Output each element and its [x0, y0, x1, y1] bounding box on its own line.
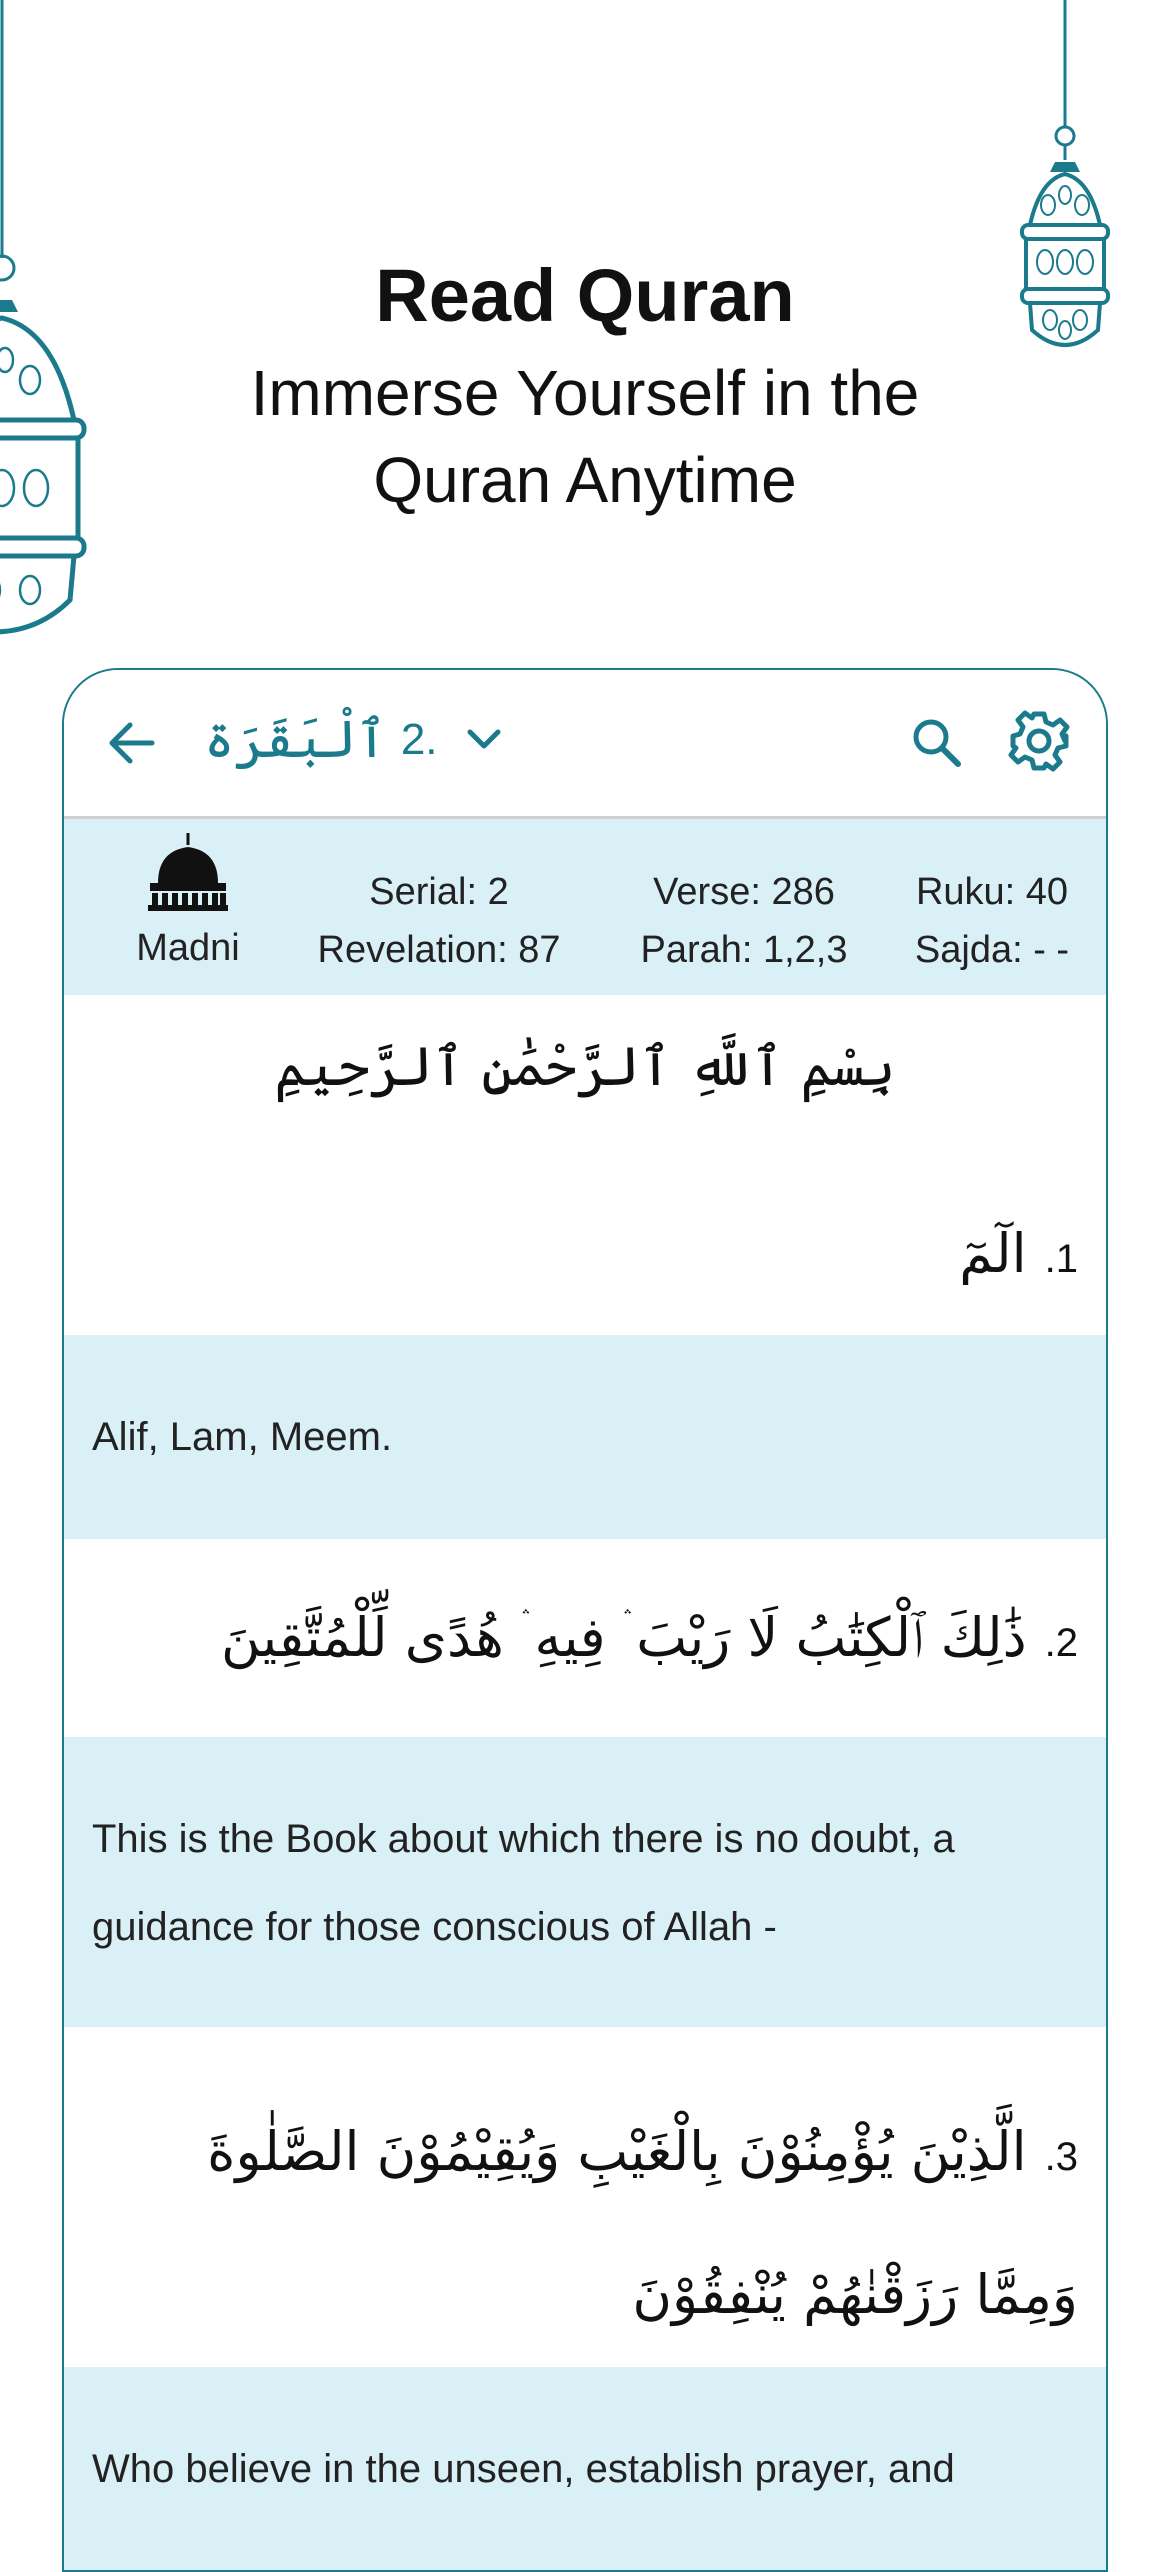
hero-subtitle: Immerse Yourself in the Quran Anytime [250, 357, 920, 516]
serial-revelation [314, 863, 564, 979]
surah-info-bar [64, 819, 1106, 995]
translation-text: Alif, Lam, Meem. [92, 1415, 393, 1459]
surah-name-arabic: ٱلْبَقَرَة [204, 710, 387, 770]
bismillah: بِسْمِ ٱللَّهِ ٱلرَّحْمَٰنِ ٱلرَّحِيمِ [274, 1035, 896, 1098]
app-screen [62, 668, 1108, 2572]
surah-number: 2. [400, 715, 438, 764]
ayah-number: 3. [1044, 2135, 1078, 2179]
ayah-translation[interactable] [64, 1335, 1106, 1539]
hero-title: Read Quran [375, 254, 795, 337]
ayah-arabic[interactable] [64, 1539, 1106, 1737]
ruku-sajda [902, 863, 1082, 979]
ayah-arabic[interactable] [64, 2027, 1106, 2367]
ayah-number: 1. [1044, 1237, 1078, 1281]
serial-value: Serial: 2 [369, 871, 509, 913]
ayah-arabic[interactable] [64, 1173, 1106, 1335]
revelation-type-label: Madni [136, 927, 240, 969]
revelation-type [118, 833, 258, 970]
ayah-translation[interactable] [64, 2367, 1106, 2572]
translation-text: This is the Book about which there is no doubt, a guidance for those conscious of Allah - [92, 1817, 955, 1949]
mosque-dome-icon [146, 833, 230, 913]
revelation-value: Revelation: 87 [317, 929, 561, 971]
ayah-translation[interactable] [64, 1737, 1106, 2027]
chevron-down-icon[interactable] [462, 716, 506, 765]
ruku-count: Ruku: 40 [915, 871, 1069, 913]
verse-parah [624, 863, 864, 979]
ayah-text: الَّذِيْنَ يُؤْمِنُوْنَ بِالْغَيْبِ وَيُقِيْمُوْنَ الصَّلٰوةَ وَمِمَّا رَزَقْنٰهُمْ يُنْفِقُوْنَ [207, 2120, 1078, 2326]
translation-text: Who believe in the unseen, establish prayer, and [92, 2447, 955, 2491]
search-icon[interactable] [906, 712, 966, 777]
back-arrow-icon[interactable] [102, 713, 162, 778]
parah-value: Parah: 1,2,3 [640, 929, 848, 971]
verse-count: Verse: 286 [653, 871, 835, 913]
ayah-number: 2. [1044, 1621, 1078, 1665]
gear-icon[interactable] [1006, 708, 1072, 779]
ayah-text: ذَٰلِكَ ٱلْكِتَٰبُ لَا رَيْبَ ۛ فِيهِ ۛ هُدًى لِّلْمُتَّقِينَ [221, 1606, 1027, 1669]
ayah-text: الٓمٓ [959, 1222, 1027, 1285]
hero [0, 255, 1170, 523]
app-bar [64, 670, 1106, 819]
sajda-value: Sajda: - - [914, 929, 1070, 971]
surah-selector[interactable] [204, 710, 506, 770]
